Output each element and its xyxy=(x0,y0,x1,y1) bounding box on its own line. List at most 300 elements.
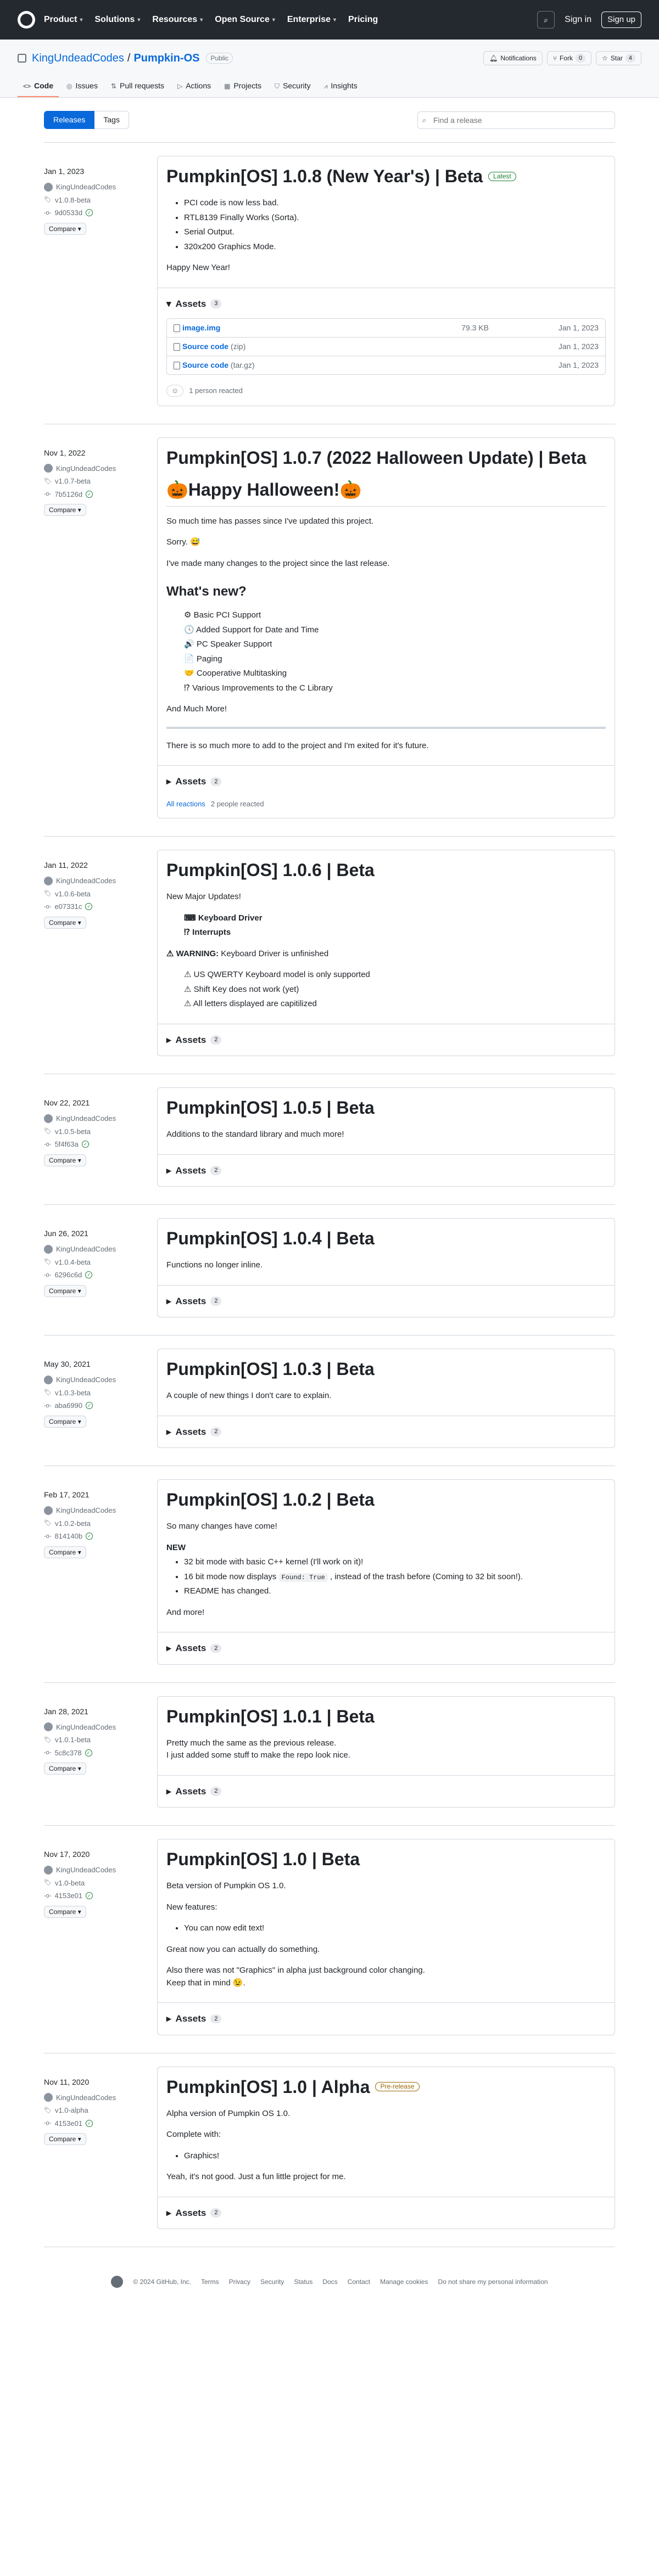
release-meta xyxy=(44,2067,148,2230)
list-item: • README has changed. xyxy=(184,1585,606,1598)
warning xyxy=(166,948,606,961)
triangle-right-icon: ▸ xyxy=(166,1786,171,1797)
assets-count: 2 xyxy=(210,1297,221,1306)
assets-count: 2 xyxy=(210,1166,221,1175)
assets-toggle[interactable] xyxy=(166,2206,606,2220)
assets-section xyxy=(158,1154,615,1187)
paragraph-line: I just added some stuff to make the repo look nice. xyxy=(166,1750,350,1760)
releases-subnav xyxy=(44,111,615,129)
list-item: 📄 Paging xyxy=(184,654,222,664)
release-meta xyxy=(44,1349,148,1448)
github-logo-icon[interactable] xyxy=(18,11,35,29)
paragraph: Yeah, it's not good. Just a fun little project for me. xyxy=(166,2172,346,2181)
commit-link[interactable]: 6296c6d xyxy=(54,1271,82,1279)
compare-button[interactable]: Compare ▾ xyxy=(44,917,86,929)
paragraph: And more! xyxy=(166,1607,205,1617)
tag-icon: 🏷︎ xyxy=(44,478,52,485)
release-notes xyxy=(166,1129,606,1141)
compare-button[interactable]: Compare ▾ xyxy=(44,2133,86,2145)
avatar[interactable] xyxy=(44,1114,53,1123)
tag-link[interactable]: v1.0.7-beta xyxy=(54,477,91,485)
all-reactions-link[interactable]: All reactions xyxy=(166,799,205,808)
nav-label: Resources xyxy=(152,15,198,24)
compare-button[interactable]: Compare ▾ xyxy=(44,223,86,235)
avatar[interactable] xyxy=(44,1722,53,1731)
assets-label: Assets xyxy=(175,1165,206,1176)
release-meta xyxy=(44,437,148,819)
table-icon: ▦ xyxy=(224,82,231,90)
verified-icon[interactable]: ✓ xyxy=(85,903,92,910)
footer-link-contact[interactable]: Contact xyxy=(347,2278,371,2286)
release-date: Nov 11, 2020 xyxy=(44,2077,90,2086)
search-icon: ⌕ xyxy=(422,115,427,124)
tag-link[interactable]: v1.0.4-beta xyxy=(54,1258,91,1266)
release-entry xyxy=(44,1826,615,2053)
feature-name: ⌨ Keyboard Driver xyxy=(184,913,263,923)
divider xyxy=(166,727,606,729)
verified-icon[interactable]: ✓ xyxy=(86,1892,93,1899)
commit-link[interactable]: 9d0533d xyxy=(54,209,83,217)
package-icon xyxy=(174,324,180,332)
release-entry xyxy=(44,1074,615,1205)
release-card xyxy=(157,1087,615,1187)
release-notes xyxy=(166,1737,606,1762)
release-card xyxy=(157,1218,615,1317)
paragraph: Additions to the standard library and much more! xyxy=(166,1130,344,1139)
assets-count: 2 xyxy=(210,777,221,787)
feature-name: ⁉ Interrupts xyxy=(184,928,231,937)
paragraph-line: Pretty much the same as the previous release. xyxy=(166,1738,337,1748)
asset-row xyxy=(167,337,605,356)
paragraph: I've made many changes to the project since the last release. xyxy=(166,558,390,568)
assets-label: Assets xyxy=(175,1786,206,1797)
asset-link[interactable] xyxy=(174,322,412,334)
avatar[interactable] xyxy=(44,1866,53,1875)
assets-count: 2 xyxy=(210,2208,221,2218)
release-date: Jan 1, 2023 xyxy=(44,167,85,176)
assets-toggle[interactable] xyxy=(166,2012,606,2026)
paragraph: So many changes have come! xyxy=(166,1522,277,1531)
release-notes xyxy=(166,1390,606,1402)
release-entry xyxy=(44,1205,615,1335)
repo-tabs xyxy=(18,76,641,97)
notifications-label: Notifications xyxy=(500,54,537,62)
assets-section xyxy=(158,1285,615,1317)
avatar[interactable] xyxy=(44,1506,53,1515)
compare-label: Compare xyxy=(49,1287,76,1295)
release-notes xyxy=(166,891,606,1011)
commit-link[interactable]: 7b5126d xyxy=(54,490,83,498)
author-link[interactable]: KingUndeadCodes xyxy=(56,1506,116,1514)
assets-section xyxy=(158,1775,615,1808)
list-item: ⚠ Shift Key does not work (yet) xyxy=(184,984,299,994)
release-notes xyxy=(166,1520,606,1619)
section-heading: What's new? xyxy=(166,584,247,599)
release-notes xyxy=(166,1880,606,1989)
fork-button[interactable] xyxy=(547,51,591,65)
paragraph-line: Keep that in mind 😉. xyxy=(166,1978,245,1988)
avatar[interactable] xyxy=(44,877,53,885)
author-link[interactable]: KingUndeadCodes xyxy=(56,1866,116,1874)
release-title[interactable]: Pumpkin[OS] 1.0 | Beta xyxy=(166,1849,360,1869)
release-title[interactable]: Pumpkin[OS] 1.0 | Alpha xyxy=(166,2076,370,2097)
release-card xyxy=(157,1349,615,1448)
release-card xyxy=(157,2067,615,2230)
list-item: • PCI code is now less bad. xyxy=(184,197,606,210)
nav-solutions[interactable] xyxy=(94,13,140,26)
triangle-right-icon: ▸ xyxy=(166,1295,171,1306)
paragraph: So much time has passes since I've updated this project. xyxy=(166,516,374,526)
list-item: ⚠ All letters displayed are capitilized xyxy=(184,999,317,1008)
commit-link[interactable]: 5f4f63a xyxy=(54,1140,79,1148)
verified-icon[interactable]: ✓ xyxy=(85,1749,92,1756)
paragraph: Beta version of Pumpkin OS 1.0. xyxy=(166,1881,286,1890)
releases-tab[interactable]: Releases xyxy=(44,111,94,129)
list-item: • Graphics! xyxy=(184,2150,606,2163)
tags-tab[interactable]: Tags xyxy=(94,111,129,129)
release-meta xyxy=(44,1839,148,2035)
release-meta xyxy=(44,1087,148,1187)
pre-release-badge: Pre-release xyxy=(375,2082,419,2091)
release-entry xyxy=(44,1466,615,1683)
release-title[interactable]: Pumpkin[OS] 1.0.4 | Beta xyxy=(166,1228,375,1248)
assets-toggle[interactable] xyxy=(166,1425,606,1439)
tab-actions[interactable] xyxy=(172,76,216,97)
footer-link-security[interactable]: Security xyxy=(260,2278,284,2286)
nav-product[interactable] xyxy=(44,13,82,26)
triangle-right-icon: ▸ xyxy=(166,1165,171,1176)
nav-label: Solutions xyxy=(94,15,135,24)
nav-label: Pricing xyxy=(348,15,378,24)
tab-issues[interactable] xyxy=(61,76,103,97)
tag-icon: 🏷︎ xyxy=(44,1389,52,1396)
compare-button[interactable]: Compare ▾ xyxy=(44,1906,86,1918)
reactions xyxy=(166,799,606,810)
author-link[interactable]: KingUndeadCodes xyxy=(56,1376,116,1384)
author-link[interactable]: KingUndeadCodes xyxy=(56,2093,116,2102)
list-item xyxy=(184,912,606,925)
compare-button[interactable]: Compare ▾ xyxy=(44,1763,86,1775)
commit-link[interactable]: 814140b xyxy=(54,1532,83,1540)
compare-button[interactable]: Compare ▾ xyxy=(44,1154,86,1166)
footer-link-privacy[interactable]: Privacy xyxy=(228,2278,250,2286)
avatar[interactable] xyxy=(44,1376,53,1384)
tab-label: Issues xyxy=(75,81,98,90)
triangle-right-icon: ▸ xyxy=(166,1643,171,1653)
assets-count: 3 xyxy=(210,299,221,308)
search-icon[interactable]: ⌕ xyxy=(537,11,555,29)
release-entry xyxy=(44,2053,615,2248)
asset-link[interactable] xyxy=(174,341,412,352)
repo-header xyxy=(0,40,659,98)
nav-pricing[interactable] xyxy=(348,13,378,26)
release-notes xyxy=(166,1259,606,1272)
assets-count: 2 xyxy=(210,1787,221,1796)
fork-icon: ⑂ xyxy=(552,54,557,62)
release-date: Nov 22, 2021 xyxy=(44,1098,90,1107)
nav-resources[interactable] xyxy=(152,13,203,26)
find-release-input[interactable] xyxy=(417,111,615,129)
release-title[interactable]: Pumpkin[OS] 1.0.1 | Beta xyxy=(166,1706,375,1726)
commit-icon: -o- xyxy=(44,1749,52,1756)
assets-count: 2 xyxy=(210,2014,221,2024)
reactions-count: 1 person reacted xyxy=(189,386,243,395)
file-zip-icon xyxy=(174,343,180,351)
visibility-badge: Public xyxy=(206,53,233,64)
tag-icon: 🏷︎ xyxy=(44,1259,52,1265)
tab-label: Pull requests xyxy=(120,81,164,90)
notifications-button[interactable] xyxy=(483,51,543,65)
compare-button[interactable]: Compare ▾ xyxy=(44,504,86,516)
assets-toggle[interactable] xyxy=(166,1164,606,1178)
assets-section xyxy=(158,2197,615,2229)
assets-toggle[interactable] xyxy=(166,1784,606,1799)
avatar[interactable] xyxy=(44,464,53,473)
shield-icon: ⛉ xyxy=(275,82,280,90)
tag-link[interactable]: v1.0-beta xyxy=(54,1878,85,1887)
assets-section xyxy=(158,765,615,818)
list-item: 🕓 Added Support for Date and Time xyxy=(184,625,319,635)
release-date: Nov 17, 2020 xyxy=(44,1850,90,1859)
commit-link[interactable]: 5c8c378 xyxy=(54,1748,82,1757)
list-item: • 320x200 Graphics Mode. xyxy=(184,241,606,254)
chevron-down-icon: ▾ xyxy=(137,16,141,23)
compare-label: Compare xyxy=(49,1907,76,1916)
assets-label: Assets xyxy=(175,776,206,787)
footer-link-status[interactable]: Status xyxy=(294,2278,313,2286)
tag-link[interactable]: v1.0.1-beta xyxy=(54,1736,91,1744)
verified-icon[interactable]: ✓ xyxy=(86,1533,93,1540)
paragraph: And Much More! xyxy=(166,704,227,714)
compare-label: Compare xyxy=(49,1765,76,1772)
list-item: • Serial Output. xyxy=(184,226,606,239)
footer-link-cookies[interactable]: Manage cookies xyxy=(380,2278,428,2286)
release-title[interactable]: Pumpkin[OS] 1.0.3 | Beta xyxy=(166,1359,375,1379)
paragraph: Complete with: xyxy=(166,2130,221,2139)
assets-section xyxy=(158,1632,615,1664)
repo-icon xyxy=(18,54,26,63)
commit-icon: -o- xyxy=(44,1402,52,1409)
chevron-down-icon: ▾ xyxy=(272,16,275,23)
assets-table xyxy=(166,318,606,375)
avatar[interactable] xyxy=(44,2093,53,2102)
release-card xyxy=(157,437,615,819)
assets-label: Assets xyxy=(175,1643,206,1653)
asset-row xyxy=(167,319,605,337)
author-link[interactable]: KingUndeadCodes xyxy=(56,183,116,191)
smiley-icon[interactable]: ☺ xyxy=(166,385,183,397)
list-item: ⚙ Basic PCI Support xyxy=(184,610,261,620)
release-heading: 🎃Happy Halloween!🎃 xyxy=(166,479,606,507)
nav-open-source[interactable] xyxy=(215,13,275,26)
verified-icon[interactable]: ✓ xyxy=(86,491,93,498)
assets-toggle[interactable] xyxy=(166,775,606,789)
release-outro: Happy New Year! xyxy=(166,263,230,272)
repo-owner-link[interactable]: KingUndeadCodes xyxy=(32,52,124,64)
release-date: Feb 17, 2021 xyxy=(44,1490,90,1499)
sign-in-link[interactable]: Sign in xyxy=(565,15,592,24)
nav-label: Open Source xyxy=(215,15,270,24)
tab-security[interactable] xyxy=(269,76,316,97)
release-meta xyxy=(44,1218,148,1317)
release-title[interactable]: Pumpkin[OS] 1.0.7 (2022 Halloween Update) | Beta xyxy=(166,447,587,468)
tag-icon: 🏷︎ xyxy=(44,1736,52,1743)
list-item xyxy=(184,927,606,939)
compare-label: Compare xyxy=(49,2135,76,2143)
author-link[interactable]: KingUndeadCodes xyxy=(56,1722,116,1731)
assets-toggle[interactable] xyxy=(166,1641,606,1655)
release-notes xyxy=(166,479,606,753)
bell-icon: 🔔︎ xyxy=(489,54,498,62)
tag-link[interactable]: v1.0.3-beta xyxy=(54,1388,91,1397)
footer-link-docs[interactable]: Docs xyxy=(322,2278,338,2286)
sign-up-button[interactable]: Sign up xyxy=(601,12,641,29)
verified-icon[interactable]: ✓ xyxy=(86,1402,93,1409)
graph-icon: ⩘ xyxy=(323,82,328,90)
compare-label: Compare xyxy=(49,1548,76,1556)
compare-button[interactable]: Compare ▾ xyxy=(44,1546,86,1558)
release-title[interactable]: Pumpkin[OS] 1.0.5 | Beta xyxy=(166,1098,375,1118)
paragraph: Alpha version of Pumpkin OS 1.0. xyxy=(166,2108,291,2118)
assets-label: Assets xyxy=(175,1426,206,1437)
release-card xyxy=(157,1479,615,1665)
assets-label: Assets xyxy=(175,1034,206,1045)
tag-link[interactable]: v1.0.5-beta xyxy=(54,1127,91,1136)
github-logo-icon[interactable] xyxy=(111,2276,123,2288)
commit-link[interactable]: e07331c xyxy=(54,902,82,911)
triangle-right-icon: ▸ xyxy=(166,1034,171,1045)
list-item: • RTL8139 Finally Works (Sorta). xyxy=(184,212,606,225)
verified-icon[interactable]: ✓ xyxy=(86,2120,93,2127)
tag-link[interactable]: v1.0.8-beta xyxy=(54,195,91,204)
chevron-down-icon: ▾ xyxy=(80,16,83,23)
copyright: © 2024 GitHub, Inc. xyxy=(133,2278,191,2286)
triangle-right-icon: ▸ xyxy=(166,2013,171,2024)
pull-request-icon: ⇅ xyxy=(110,82,117,90)
assets-section xyxy=(158,1416,615,1448)
assets-count: 2 xyxy=(210,1644,221,1653)
compare-label: Compare xyxy=(49,1417,76,1426)
tag-icon: 🏷︎ xyxy=(44,890,52,897)
assets-section xyxy=(158,2002,615,2035)
author-link[interactable]: KingUndeadCodes xyxy=(56,877,116,885)
author-link[interactable]: KingUndeadCodes xyxy=(56,464,116,473)
verified-icon[interactable]: ✓ xyxy=(85,1271,92,1278)
asset-name: image.img xyxy=(182,323,221,332)
tab-code[interactable] xyxy=(18,76,59,97)
release-title[interactable]: Pumpkin[OS] 1.0.8 (New Year's) | Beta xyxy=(166,166,483,186)
warning-label: ⚠ WARNING: xyxy=(166,949,219,958)
author-link[interactable]: KingUndeadCodes xyxy=(56,1114,116,1123)
star-button[interactable] xyxy=(596,51,641,65)
tab-insights[interactable] xyxy=(319,76,363,97)
release-card xyxy=(157,1839,615,2035)
assets-count: 2 xyxy=(210,1427,221,1436)
tag-icon: 🏷︎ xyxy=(44,1520,52,1526)
asset-row xyxy=(167,356,605,374)
release-title[interactable]: Pumpkin[OS] 1.0.2 | Beta xyxy=(166,1490,375,1509)
tab-pull-requests[interactable] xyxy=(105,76,170,97)
commit-icon: -o- xyxy=(44,1141,52,1148)
release-meta xyxy=(44,850,148,1056)
star-count: 4 xyxy=(626,54,635,63)
list-item: 🔊 PC Speaker Support xyxy=(184,639,272,649)
assets-label: Assets xyxy=(175,1295,206,1306)
assets-section xyxy=(158,1024,615,1056)
tag-icon: 🏷︎ xyxy=(44,197,52,203)
release-title[interactable]: Pumpkin[OS] 1.0.6 | Beta xyxy=(166,860,375,880)
footer-link-do-not-share[interactable]: Do not share my personal information xyxy=(438,2278,548,2286)
releases-page xyxy=(44,98,615,2288)
tag-link[interactable]: v1.0.6-beta xyxy=(54,889,91,898)
nav-label: Product xyxy=(44,15,77,24)
assets-toggle[interactable] xyxy=(166,1033,606,1047)
assets-label: Assets xyxy=(175,2013,206,2024)
list-item: ⚠ US QWERTY Keyboard model is only supported xyxy=(184,970,370,979)
compare-label: Compare xyxy=(49,918,76,927)
tab-projects[interactable] xyxy=(219,76,267,97)
tag-link[interactable]: v1.0.2-beta xyxy=(54,1519,91,1528)
avatar[interactable] xyxy=(44,183,53,192)
release-date: Jun 26, 2021 xyxy=(44,1229,88,1238)
release-entry xyxy=(44,1683,615,1826)
list-item: • 32 bit mode with basic C++ kernel (I'll work on it)! xyxy=(184,1556,606,1569)
compare-button[interactable]: Compare ▾ xyxy=(44,1416,86,1428)
triangle-right-icon: ▸ xyxy=(166,2207,171,2218)
tab-label: Insights xyxy=(331,81,358,90)
item-text: , instead of the trash before (Coming to 32 bit soon!). xyxy=(327,1572,523,1581)
assets-toggle[interactable] xyxy=(166,297,606,311)
release-entry xyxy=(44,1335,615,1466)
compare-button[interactable]: Compare ▾ xyxy=(44,1285,86,1297)
paragraph: Great now you can actually do something. xyxy=(166,1944,320,1954)
assets-label: Assets xyxy=(175,298,206,309)
verified-icon[interactable]: ✓ xyxy=(86,209,93,216)
avatar[interactable] xyxy=(44,1245,53,1254)
nav-enterprise[interactable] xyxy=(287,13,336,26)
release-card xyxy=(157,850,615,1056)
release-card xyxy=(157,156,615,406)
commit-link[interactable]: 4153e01 xyxy=(54,1892,83,1900)
tag-link[interactable]: v1.0-alpha xyxy=(54,2106,88,2114)
warning-text: Keyboard Driver is unfinished xyxy=(219,949,329,958)
list-item: 🤝 Cooperative Multitasking xyxy=(184,669,287,678)
author-link[interactable]: KingUndeadCodes xyxy=(56,1245,116,1253)
paragraph: Functions no longer inline. xyxy=(166,1260,263,1270)
commit-link[interactable]: 4153e01 xyxy=(54,2119,83,2128)
footer-link-terms[interactable]: Terms xyxy=(200,2278,219,2286)
asset-link[interactable] xyxy=(174,360,412,371)
assets-label: Assets xyxy=(175,2207,206,2218)
verified-icon[interactable]: ✓ xyxy=(82,1141,89,1148)
release-entry xyxy=(44,837,615,1074)
paragraph-line: Also there was not "Graphics" in alpha just background color changing. xyxy=(166,1966,425,1975)
star-label: Star xyxy=(610,54,623,62)
path-separator: / xyxy=(127,52,131,64)
chevron-down-icon: ▾ xyxy=(333,16,337,23)
commit-icon: -o- xyxy=(44,2120,52,2126)
assets-toggle[interactable] xyxy=(166,1294,606,1309)
list-item xyxy=(184,1571,606,1584)
release-date: Jan 11, 2022 xyxy=(44,861,88,869)
release-meta xyxy=(44,1696,148,1808)
repo-name-link[interactable]: Pumpkin-OS xyxy=(133,52,200,64)
release-notes xyxy=(166,197,606,274)
tab-label: Code xyxy=(34,81,54,90)
paragraph: Sorry. 😅 xyxy=(166,537,200,547)
commit-link[interactable]: aba6990 xyxy=(54,1401,83,1410)
fork-label: Fork xyxy=(559,54,573,62)
